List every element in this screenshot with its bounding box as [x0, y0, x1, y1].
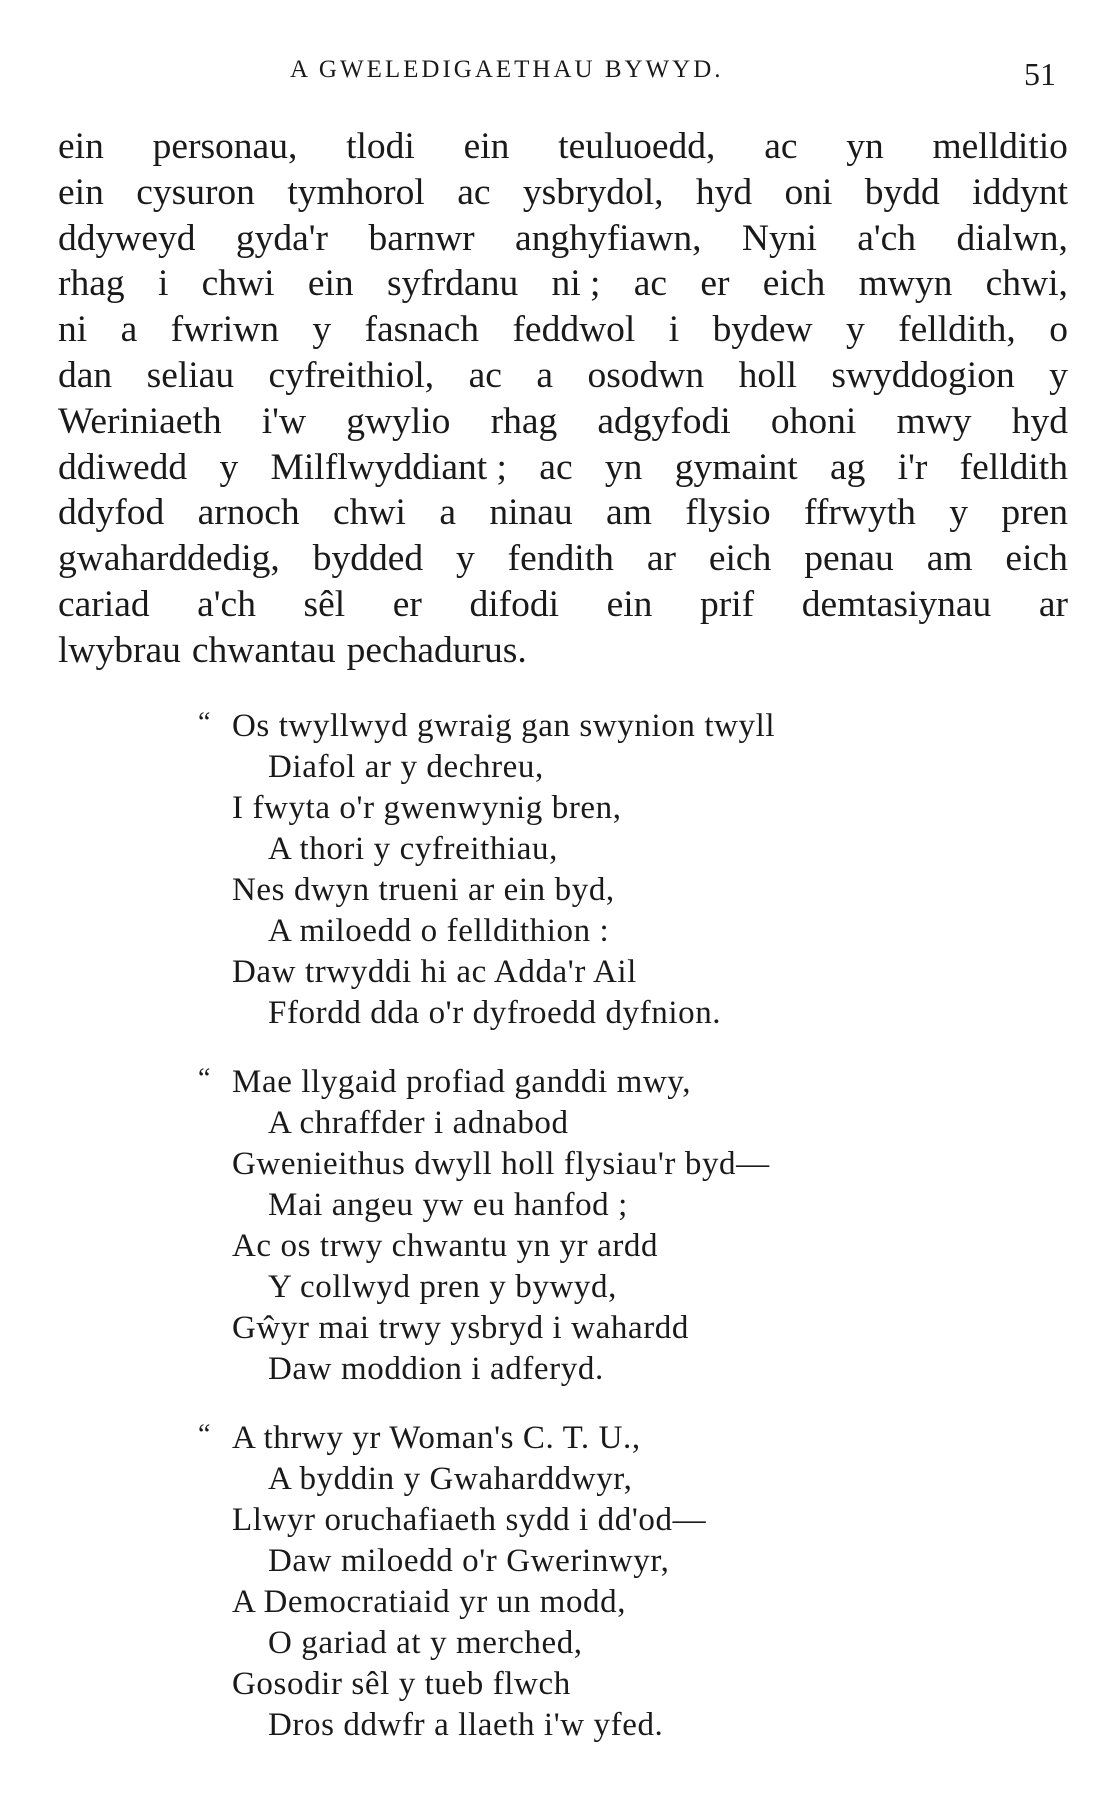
prose-word: sêl [303, 583, 346, 625]
prose-word: bydd [864, 171, 940, 213]
poem-line [0, 1349, 1115, 1390]
prose-word: ein [463, 126, 510, 167]
poem-line-text: Gosodir sêl y tueb flwch [232, 1666, 571, 1702]
prose-word: a'ch [197, 583, 256, 625]
prose-word: y [456, 538, 475, 580]
prose-word: ac [764, 126, 798, 167]
prose-word: fasnach [364, 309, 480, 351]
prose-word: bydded [312, 538, 424, 580]
prose-word: Nyni [741, 217, 817, 259]
poem-line [0, 788, 1115, 829]
prose-word: ac [457, 171, 491, 213]
prose-word: teuluoedd, [558, 126, 716, 167]
prose-word: fendith [507, 538, 614, 580]
poem-line-text: A byddin y Gwaharddwyr, [268, 1461, 633, 1497]
prose-word: ninau [489, 492, 573, 534]
prose-word: hyd [1011, 400, 1068, 442]
prose-word: adgyfodi [597, 400, 731, 442]
prose-word: hyd [695, 171, 753, 213]
prose-word: gwaharddedig, [58, 538, 280, 580]
prose-word: personau, [152, 126, 298, 167]
poem-line [0, 829, 1115, 870]
prose-paragraph [58, 124, 1068, 674]
poem-stanza [0, 706, 1115, 1034]
prose-word: ysbrydol, [522, 171, 664, 213]
poem-line [0, 1185, 1115, 1226]
prose-line [58, 353, 1068, 399]
prose-word: i'w [261, 400, 307, 442]
prose-word: demtasiynau [801, 583, 992, 625]
prose-word: eich [708, 538, 772, 580]
prose-word: gwylio [346, 400, 451, 442]
prose-word: mellditio [932, 126, 1068, 167]
prose-word: a [120, 309, 138, 351]
poem-line-text: I fwyta o'r gwenwynig bren, [232, 790, 622, 826]
prose-word: pren [1001, 492, 1068, 534]
prose-word: ag [829, 446, 866, 488]
poem-line-text: Mae llygaid profiad ganddi mwy, [232, 1064, 692, 1100]
prose-word: Milflwyddiant ; [270, 446, 507, 488]
poem-line [0, 1459, 1115, 1500]
prose-word: ein [58, 171, 104, 213]
poem-line-text: A thrwy yr Woman's C. T. U., [232, 1420, 641, 1456]
prose-line [58, 536, 1068, 582]
prose-line [58, 490, 1068, 536]
poem-line [0, 1103, 1115, 1144]
poem-line-text: O gariad at y merched, [268, 1625, 583, 1661]
prose-word: am [606, 492, 652, 534]
page-number: 51 [1024, 56, 1056, 92]
poem-line [0, 1062, 1115, 1103]
poem-line [0, 1308, 1115, 1349]
prose-word: cysuron [136, 171, 255, 213]
prose-word: ein [606, 583, 653, 625]
prose-word: y [949, 492, 968, 534]
poem-line [0, 1541, 1115, 1582]
prose-word: tlodi [346, 126, 415, 167]
prose-word: o [1049, 309, 1068, 351]
prose-word: i [668, 309, 680, 351]
poem-line-text: Os twyllwyd gwraig gan swynion twyll [232, 708, 776, 744]
poem-line-text: Gŵyr mai trwy ysbryd i wahardd [232, 1310, 689, 1346]
poem-line-text: Ffordd dda o'r dyfroedd dyfnion. [268, 995, 722, 1031]
poem-line-text: Daw moddion i adferyd. [268, 1351, 604, 1387]
poem-line [0, 870, 1115, 911]
prose-word: swyddogion [831, 354, 1015, 396]
prose-word: osodwn [587, 354, 705, 396]
opening-quote-mark: “ [198, 1419, 212, 1450]
prose-word: gyda'r [235, 217, 329, 259]
prose-word: iddynt [972, 171, 1068, 213]
prose-word: eich [762, 263, 826, 305]
prose-line [58, 170, 1068, 216]
prose-word: ein [58, 126, 104, 167]
poem-line-text: A thori y cyfreithiau, [268, 831, 558, 867]
prose-word: mwy [896, 400, 972, 442]
prose-word: ffrwyth [804, 492, 916, 534]
prose-word: seliau [146, 354, 235, 396]
prose-line [58, 124, 1068, 170]
prose-line [58, 628, 1068, 674]
prose-word: felldith, [898, 309, 1016, 351]
poem-line-text: A miloedd o felldithion : [268, 913, 610, 949]
prose-word: chwantau [191, 629, 336, 671]
poem-line-text: Y collwyd pren y bywyd, [268, 1269, 617, 1305]
poem-line [0, 1582, 1115, 1623]
prose-word: a'ch [857, 217, 917, 259]
prose-line [58, 445, 1068, 491]
prose-word: er [392, 583, 422, 625]
prose-word: ac [633, 263, 668, 305]
opening-quote-mark: “ [198, 1063, 212, 1094]
prose-word: ohoni [770, 400, 857, 442]
prose-word: oni [784, 171, 833, 213]
prose-line [58, 307, 1068, 353]
prose-word: chwi, [985, 263, 1068, 305]
prose-word: y [219, 446, 239, 488]
prose-word: Weriniaeth [58, 400, 222, 442]
poem-line-text: Nes dwyn trueni ar ein byd, [232, 872, 615, 908]
prose-word: tymhorol [287, 171, 425, 213]
prose-word: syfrdanu [386, 263, 519, 305]
prose-word: a [439, 492, 456, 534]
prose-word: y [1049, 354, 1068, 396]
prose-word: ddiwedd [58, 446, 188, 488]
poem-line [0, 952, 1115, 993]
poem-line [0, 1500, 1115, 1541]
poem-line [0, 911, 1115, 952]
poem-line [0, 1267, 1115, 1308]
prose-word: am [926, 538, 973, 580]
prose-word: chwi [201, 263, 275, 305]
prose-word: er [700, 263, 730, 305]
prose-word: rhag [490, 400, 558, 442]
prose-word: holl [738, 354, 797, 396]
prose-word: rhag [58, 263, 125, 305]
prose-word: mwyn [858, 263, 953, 305]
poem-stanza [0, 1418, 1115, 1746]
poem-line-text: Gwenieithus dwyll holl flysiau'r byd— [232, 1146, 770, 1182]
prose-word: yn [604, 446, 643, 488]
prose-word: ein [307, 263, 354, 305]
prose-word: cyfreithiol, [268, 354, 435, 396]
opening-quote-mark: “ [198, 707, 212, 738]
prose-word: ddyweyd [58, 217, 196, 259]
poem-line-text: Llwyr oruchafiaeth sydd i dd'od— [232, 1502, 707, 1538]
prose-word: y [845, 309, 865, 351]
poem-line-text: Dros ddwfr a llaeth i'w yfed. [268, 1707, 664, 1743]
prose-word: pechadurus. [346, 629, 527, 671]
prose-word: y [312, 309, 332, 351]
poem-line-text: Daw miloedd o'r Gwerinwyr, [268, 1543, 670, 1579]
poem-line-text: Diafol ar y dechreu, [268, 749, 544, 785]
poem-line [0, 1664, 1115, 1705]
prose-word: ar [1038, 583, 1068, 625]
prose-line [58, 399, 1068, 445]
poem-line-text: Mai angeu yw eu hanfod ; [268, 1187, 628, 1223]
prose-word: ac [539, 446, 573, 488]
prose-word: chwi [333, 492, 406, 534]
prose-word: bydew [712, 309, 813, 351]
prose-word: lwybrau [58, 629, 181, 671]
poem-line-text: A chraffder i adnabod [268, 1105, 569, 1141]
prose-word: ac [468, 354, 502, 396]
prose-word: prif [699, 583, 755, 625]
poem-line [0, 1623, 1115, 1664]
poem-line [0, 747, 1115, 788]
prose-word: gymaint [674, 446, 798, 488]
poem-line [0, 1144, 1115, 1185]
prose-line [58, 582, 1068, 628]
running-title: A GWELEDIGAETHAU BYWYD. [290, 56, 724, 83]
prose-line [58, 216, 1068, 262]
poem-line [0, 1705, 1115, 1746]
prose-word: i'r [897, 446, 928, 488]
poem-line-text: A Democratiaid yr un modd, [232, 1584, 627, 1620]
prose-word: penau [804, 538, 894, 580]
prose-word: fwriwn [170, 309, 279, 351]
prose-word: anghyfiawn, [515, 217, 702, 259]
prose-word: ni ; [551, 263, 601, 305]
prose-word: feddwol [512, 309, 636, 351]
poem-line-text: Ac os trwy chwantu yn yr ardd [232, 1228, 659, 1264]
prose-word: difodi [469, 583, 560, 625]
poem-line [0, 993, 1115, 1034]
poem-line-text: Daw trwyddi hi ac Adda'r Ail [232, 954, 637, 990]
prose-word: ar [646, 538, 676, 580]
poem-stanza [0, 1062, 1115, 1390]
poem-line [0, 706, 1115, 747]
prose-word: flysio [685, 492, 771, 534]
prose-word: yn [846, 126, 884, 167]
prose-word: cariad [58, 583, 150, 625]
prose-word: ni [58, 309, 88, 351]
poem-line [0, 1226, 1115, 1267]
prose-word: i [157, 263, 169, 305]
poem-line [0, 1418, 1115, 1459]
prose-word: a [536, 354, 553, 396]
prose-word: arnoch [197, 492, 300, 534]
prose-word: dialwn, [956, 217, 1068, 259]
prose-line [58, 261, 1068, 307]
page-header [0, 50, 1115, 90]
prose-word: barnwr [368, 217, 475, 259]
prose-word: ddyfod [58, 492, 165, 534]
prose-word: eich [1005, 538, 1068, 580]
prose-word: felldith [959, 446, 1068, 488]
prose-word: dan [58, 354, 113, 396]
